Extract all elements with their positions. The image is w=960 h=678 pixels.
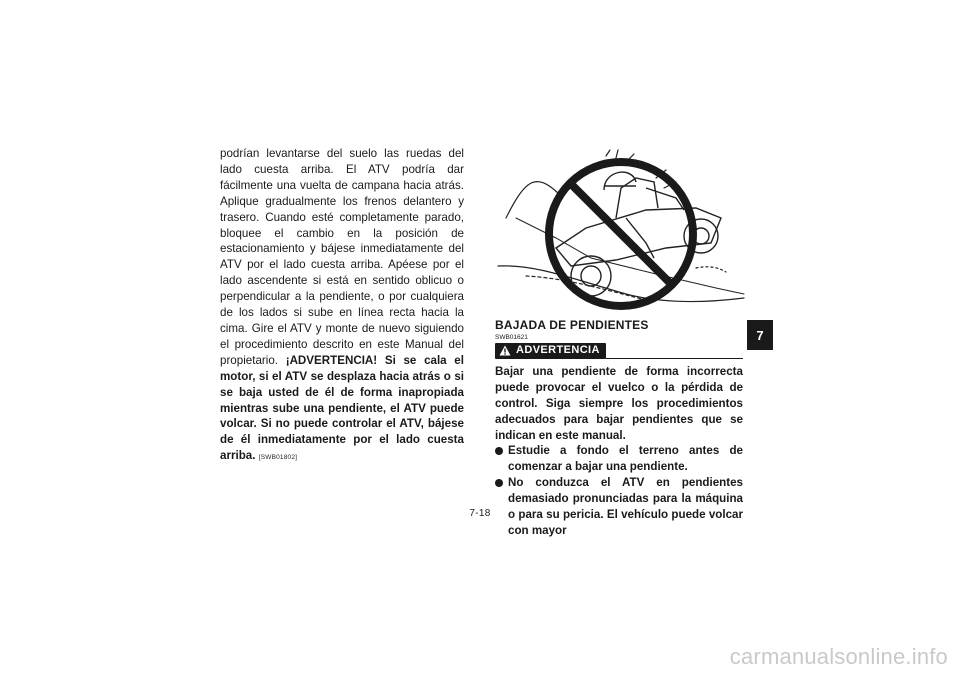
warning-text: Bajar una pendiente de forma incorrecta puede provocar el vuelco o la pérdida de control. Siga siempre los procedimientos adecuados para bajar pendientes que se indican en este manual.	[495, 364, 743, 442]
left-column-text	[220, 146, 464, 466]
section-code: SWB01621	[495, 333, 528, 341]
list-item	[495, 443, 743, 475]
section-title: BAJADA DE PENDIENTES	[495, 318, 649, 332]
warning-triangle-icon	[499, 345, 511, 356]
page-number: 7-18	[469, 508, 491, 519]
warning-badge	[495, 343, 606, 359]
warning-paragraph: ¡ADVERTENCIA! Si se cala el motor, si el ATV se desplaza hacia atrás o si se baja usted de él de forma inapropiada mientras sube una pendiente, el ATV puede volcar. Si no puede controlar el ATV, bájese de él inmediatamente por el lado cuesta arriba.	[220, 353, 464, 463]
warning-header	[495, 343, 743, 359]
reference-code: [SWB01802]	[258, 454, 298, 462]
body-paragraph: podrían levantarse del suelo las ruedas del lado cuesta arriba. El ATV podría dar fácilmente una vuelta de campana hacia atrás. Aplique gradualmente los frenos delantero y trasero. Cuando esté completamente parado, bloquee el cambio en la posición de estacionamiento y bájese inmediatamente del ATV por el lado cuesta arriba. Apéese por el lado ascendente si está en sentido oblicuo o perpendicular a la pendiente, o por cualquiera de los lados si sube en línea recta hacia la cima. Gire el ATV y monte de nuevo siguiendo el procedimiento descrito en este Manual del propietario.	[220, 147, 464, 367]
bullet-text: No conduzca el ATV en pendientes demasiado pronunciadas para la máquina o para su pericia. El vehículo puede volcar con mayor	[508, 476, 743, 537]
warning-bullets	[495, 443, 743, 538]
warning-rule	[606, 358, 743, 359]
chapter-tab: 7	[747, 320, 773, 350]
right-column	[495, 318, 743, 539]
prohibited-atv-downhill-illustration	[496, 148, 746, 312]
bullet-icon	[495, 447, 503, 455]
watermark: carmanualsonline.info	[729, 644, 948, 669]
warning-label: ADVERTENCIA	[516, 343, 600, 356]
bullet-icon	[495, 479, 503, 487]
bullet-text: Estudie a fondo el terreno antes de comenzar a bajar una pendiente.	[508, 444, 743, 474]
